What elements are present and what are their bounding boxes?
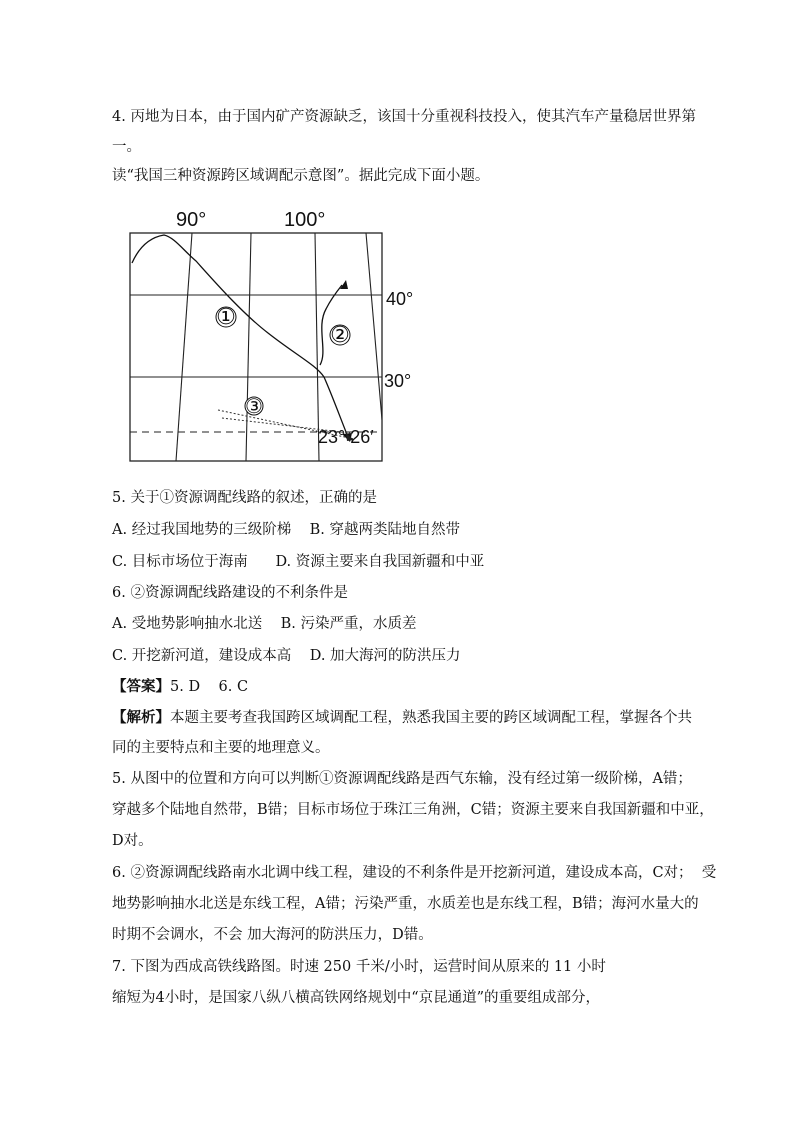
route-3-label: ③	[245, 396, 263, 418]
resource-transfer-map	[118, 205, 414, 475]
q7-line2: 缩短为4小时，是国家八纵八横高铁网络规划中“京昆通道”的重要组成部分，	[112, 990, 601, 1006]
answer-label: 【答案】	[112, 678, 170, 695]
q4-line1: 4. 丙地为日本，由于国内矿产资源缺乏，该国十分重视科技投入，使其汽车产量稳居世界第	[112, 109, 696, 125]
lat-label-30: 30°	[384, 371, 412, 391]
lat-label-40: 40°	[386, 289, 414, 309]
explain6-line1: 6. ②资源调配线路南水北调中线工程，建设的不利条件是开挖新河道，建设成本高，C对； 受	[112, 865, 717, 881]
q4-line2: 一。	[112, 139, 141, 155]
explain5-line2: 穿越多个陆地自然带，B错；目标市场位于珠江三角洲，C错；资源主要来自我国新疆和中亚，	[112, 802, 714, 818]
lat-label-tropic: 23° 26′	[318, 427, 374, 447]
explain6-line2: 地势影响抽水北送是东线工程，A错；污染严重，水质差也是东线工程，B错；海河水量大的	[112, 896, 699, 912]
q5-options-2: C. 目标市场位于海南 D. 资源主要来自我国新疆和中亚	[112, 554, 485, 570]
q6-stem: 6. ②资源调配线路建设的不利条件是	[112, 585, 348, 601]
analysis-text: 本题主要考查我国跨区域调配工程，熟悉我国主要的跨区域调配工程，掌握各个共	[170, 710, 692, 726]
meridian-line	[176, 233, 192, 461]
analysis-label: 【解析】	[112, 709, 170, 726]
q6-options-2: C. 开挖新河道，建设成本高 D. 加大海河的防洪压力	[112, 648, 461, 664]
answer-text: 5. D 6. C	[170, 679, 249, 695]
route-2-label: ②	[330, 322, 350, 347]
q6-options-1: A. 受地势影响抽水北送 B. 污染严重，水质差	[112, 616, 417, 632]
q5-options-1: A. 经过我国地势的三级阶梯 B. 穿越两类陆地自然带	[112, 522, 460, 538]
explain6-line3: 时期不会调水，不会 加大海河的防洪压力，D错。	[112, 927, 433, 943]
explain5-line3: D对。	[112, 833, 153, 849]
lon-label-90: 90°	[176, 209, 207, 231]
lon-label-100: 100°	[284, 209, 326, 231]
route-1-label: ①	[216, 304, 236, 329]
meridian-line	[246, 233, 251, 461]
analysis-line1	[112, 708, 692, 728]
answer-line	[112, 677, 248, 697]
q5-stem: 5. 关于①资源调配线路的叙述，正确的是	[112, 490, 377, 506]
intro-line: 读“我国三种资源跨区域调配示意图”。据此完成下面小题。	[112, 168, 490, 184]
explain5-line1: 5. 从图中的位置和方向可以判断①资源调配线路是西气东输，没有经过第一级阶梯，A错；	[112, 771, 692, 787]
route-2-arrow	[340, 280, 348, 289]
analysis-line2: 同的主要特点和主要的地理意义。	[112, 740, 330, 756]
q7-line1: 7. 下图为西成高铁线路图。时速 250 千米/小时，运营时间从原来的 11 小时	[112, 959, 606, 975]
meridian-line	[366, 233, 382, 420]
